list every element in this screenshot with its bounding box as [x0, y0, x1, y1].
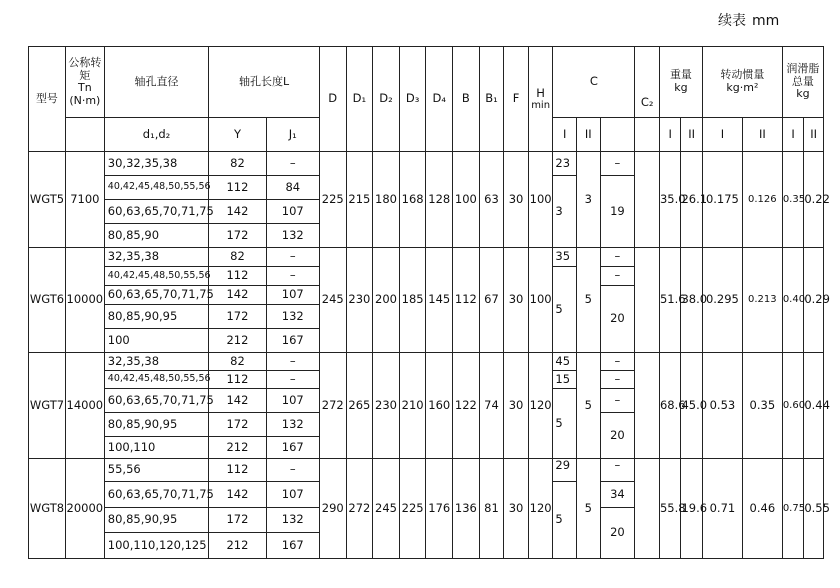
header-row-1: [29, 47, 824, 118]
header-J1: J₁: [266, 118, 319, 152]
bore-diameter-cell: 100: [104, 329, 208, 353]
header-C-II: II: [576, 118, 600, 152]
D-cell: 272: [319, 353, 346, 459]
D4-cell: 160: [426, 353, 453, 459]
table-row: [29, 248, 824, 267]
bore-diameter-cell: 60,63,65,70,71,75: [104, 286, 208, 305]
header-torque-symbol: Tn: [77, 81, 92, 95]
length-J1-cell: 84: [266, 176, 319, 200]
D2-cell: 230: [373, 353, 400, 459]
length-Y-cell: 142: [209, 200, 266, 224]
bore-diameter-cell: 60,63,65,70,71,75: [104, 389, 208, 413]
C-I-cell: 45: [553, 353, 577, 371]
length-J1-cell: 132: [266, 508, 319, 533]
header-F: F: [504, 47, 529, 152]
Hmin-cell: 120: [528, 459, 553, 559]
length-Y-cell: 82: [209, 353, 266, 371]
C-I-cell: 15: [553, 371, 577, 389]
length-Y-cell: 112: [209, 459, 266, 482]
B1-cell: 74: [479, 353, 504, 459]
C2-cell: –: [600, 248, 635, 267]
header-torque: [65, 47, 104, 118]
F-cell: 30: [504, 248, 529, 353]
torque-cell: 7100: [65, 152, 104, 248]
C2-cell: –: [600, 267, 635, 286]
C-gap-cell: [635, 459, 660, 559]
C-II-cell: 5: [576, 353, 600, 459]
caption-unit: mm: [752, 13, 780, 29]
D1-cell: 230: [346, 248, 373, 353]
bore-diameter-cell: 40,42,45,48,50,55,56: [104, 371, 208, 389]
D3-cell: 168: [399, 152, 426, 248]
inertia-II-cell: 0.126: [742, 152, 782, 248]
grease-II-cell: 0.44: [804, 353, 824, 459]
D-cell: 225: [319, 152, 346, 248]
grease-I-cell: 0.35: [782, 152, 804, 248]
table-row: [29, 152, 824, 176]
header-d1d2: d₁,d₂: [104, 118, 208, 152]
weight-I-cell: 55.8: [659, 459, 681, 559]
length-Y-cell: 142: [209, 482, 266, 508]
F-cell: 30: [504, 459, 529, 559]
length-J1-cell: 107: [266, 200, 319, 224]
bore-diameter-cell: 80,85,90,95: [104, 413, 208, 437]
inertia-II-cell: 0.213: [742, 248, 782, 353]
weight-II-cell: 38.0: [681, 248, 703, 353]
bore-diameter-cell: 100,110,120,125: [104, 533, 208, 559]
C-I-cell: 5: [553, 482, 577, 559]
length-Y-cell: 112: [209, 371, 266, 389]
header-D1: D₁: [346, 47, 373, 152]
coupling-spec-table: [28, 46, 830, 559]
D1-cell: 215: [346, 152, 373, 248]
Hmin-cell: 100: [528, 248, 553, 353]
torque-cell: 20000: [65, 459, 104, 559]
header-inertia-I: I: [702, 118, 742, 152]
bore-diameter-cell: 60,63,65,70,71,75: [104, 482, 208, 508]
length-Y-cell: 82: [209, 152, 266, 176]
C2-cell: –: [600, 459, 635, 482]
C2-cell: 19: [600, 176, 635, 248]
length-J1-cell: 132: [266, 224, 319, 248]
length-Y-cell: 172: [209, 224, 266, 248]
caption-label: 续表: [718, 13, 746, 29]
B1-cell: 63: [479, 152, 504, 248]
bore-diameter-cell: 80,85,90,95: [104, 305, 208, 329]
weight-II-cell: 45.0: [681, 353, 703, 459]
grease-I-cell: 0.75: [782, 459, 804, 559]
D3-cell: 225: [399, 459, 426, 559]
header-C-gap: [600, 118, 635, 152]
inertia-II-cell: 0.35: [742, 353, 782, 459]
header-D3: D₃: [399, 47, 426, 152]
length-Y-cell: 112: [209, 176, 266, 200]
D3-cell: 210: [399, 353, 426, 459]
C2-cell: –: [600, 371, 635, 389]
header-weight-unit: kg: [674, 81, 688, 94]
D4-cell: 176: [426, 459, 453, 559]
header-Hmin-min: min: [531, 99, 551, 111]
length-J1-cell: 167: [266, 533, 319, 559]
Hmin-cell: 120: [528, 353, 553, 459]
C-I-cell: 29: [553, 459, 577, 482]
header-inertia-II: II: [742, 118, 782, 152]
C-I-cell: 3: [553, 176, 577, 248]
torque-cell: 14000: [65, 353, 104, 459]
header-B: B: [453, 47, 480, 152]
length-J1-cell: 167: [266, 329, 319, 353]
B-cell: 100: [453, 152, 480, 248]
C-I-cell: 5: [553, 267, 577, 353]
length-Y-cell: 212: [209, 329, 266, 353]
header-B1: B₁: [479, 47, 504, 152]
C-I-cell: 35: [553, 248, 577, 267]
Hmin-cell: 100: [528, 152, 553, 248]
C-I-cell: 23: [553, 152, 577, 176]
B-cell: 136: [453, 459, 480, 559]
length-J1-cell: –: [266, 152, 319, 176]
inertia-I-cell: 0.175: [702, 152, 742, 248]
header-Hmin-h: H: [536, 85, 545, 100]
bore-diameter-cell: 40,42,45,48,50,55,56: [104, 267, 208, 286]
B-cell: 122: [453, 353, 480, 459]
D-cell: 290: [319, 459, 346, 559]
length-Y-cell: 212: [209, 533, 266, 559]
bore-diameter-cell: 40,42,45,48,50,55,56: [104, 176, 208, 200]
header-weight-I: I: [659, 118, 681, 152]
C2-cell: 34: [600, 482, 635, 508]
header-D: D: [319, 47, 346, 152]
C2-cell: 20: [600, 413, 635, 459]
table-row: [29, 353, 824, 371]
header-C-I: I: [553, 118, 577, 152]
grease-II-cell: 0.55: [804, 459, 824, 559]
bore-diameter-cell: 32,35,38: [104, 248, 208, 267]
header-bore-diameter: 轴孔直径: [104, 47, 208, 118]
B1-cell: 67: [479, 248, 504, 353]
D2-cell: 180: [373, 152, 400, 248]
length-Y-cell: 82: [209, 248, 266, 267]
model-cell: WGT8: [29, 459, 66, 559]
torque-cell: 10000: [65, 248, 104, 353]
bore-diameter-cell: 80,85,90: [104, 224, 208, 248]
C-I-cell: 5: [553, 389, 577, 459]
header-grease: [782, 47, 823, 118]
length-Y-cell: 112: [209, 267, 266, 286]
C-gap-cell: [635, 248, 660, 353]
B-cell: 112: [453, 248, 480, 353]
length-Y-cell: 172: [209, 508, 266, 533]
length-Y-cell: 142: [209, 389, 266, 413]
length-J1-cell: 107: [266, 482, 319, 508]
weight-I-cell: 51.6: [659, 248, 681, 353]
header-torque-name: 公称转矩: [68, 56, 102, 82]
D4-cell: 145: [426, 248, 453, 353]
B1-cell: 81: [479, 459, 504, 559]
inertia-II-cell: 0.46: [742, 459, 782, 559]
bore-diameter-cell: 32,35,38: [104, 353, 208, 371]
header-D2: D₂: [373, 47, 400, 152]
length-Y-cell: 172: [209, 413, 266, 437]
inertia-I-cell: 0.71: [702, 459, 742, 559]
weight-I-cell: 68.6: [659, 353, 681, 459]
F-cell: 30: [504, 353, 529, 459]
D2-cell: 200: [373, 248, 400, 353]
grease-II-cell: 0.29: [804, 248, 824, 353]
C2-cell: –: [600, 389, 635, 413]
C2-cell: 20: [600, 508, 635, 559]
C2-cell: –: [600, 353, 635, 371]
header-weight-label: 重量: [669, 68, 692, 82]
C-gap-cell: [635, 353, 660, 459]
header-inertia-unit: kg·m²: [726, 81, 759, 94]
D-cell: 245: [319, 248, 346, 353]
model-cell: WGT5: [29, 152, 66, 248]
bore-diameter-cell: 60,63,65,70,71,75: [104, 200, 208, 224]
header-bore-length: 轴孔长度L: [209, 47, 320, 118]
model-cell: WGT7: [29, 353, 66, 459]
table-caption: [718, 10, 779, 30]
bore-diameter-cell: 100,110: [104, 437, 208, 459]
header-D4: D₄: [426, 47, 453, 152]
header-torque-unit: (N·m): [69, 93, 101, 107]
weight-II-cell: 19.6: [681, 459, 703, 559]
C-II-cell: 5: [576, 459, 600, 559]
bore-diameter-cell: 80,85,90,95: [104, 508, 208, 533]
length-J1-cell: 107: [266, 286, 319, 305]
length-J1-cell: 107: [266, 389, 319, 413]
header-torque-cont: [65, 118, 104, 152]
header-C2: C₂: [635, 47, 660, 118]
grease-I-cell: 0.60: [782, 353, 804, 459]
header-C2-cont: [635, 118, 660, 152]
D1-cell: 265: [346, 353, 373, 459]
F-cell: 30: [504, 152, 529, 248]
header-C: C: [553, 47, 635, 118]
grease-I-cell: 0.40: [782, 248, 804, 353]
length-J1-cell: 167: [266, 437, 319, 459]
C-II-cell: 5: [576, 248, 600, 353]
length-J1-cell: 132: [266, 413, 319, 437]
header-weight: [659, 47, 702, 118]
length-J1-cell: 132: [266, 305, 319, 329]
header-grease-II: II: [804, 118, 824, 152]
length-Y-cell: 142: [209, 286, 266, 305]
C-II-cell: 3: [576, 152, 600, 248]
header-grease-I: I: [782, 118, 804, 152]
C2-cell: –: [600, 152, 635, 176]
weight-I-cell: 35.0: [659, 152, 681, 248]
header-Hmin: [528, 47, 553, 152]
header-grease-unit: kg: [796, 87, 810, 101]
C-gap-cell: [635, 152, 660, 248]
inertia-I-cell: 0.295: [702, 248, 742, 353]
inertia-I-cell: 0.53: [702, 353, 742, 459]
grease-II-cell: 0.22: [804, 152, 824, 248]
header-inertia: [702, 47, 782, 118]
length-J1-cell: –: [266, 371, 319, 389]
D1-cell: 272: [346, 459, 373, 559]
C2-cell: 20: [600, 286, 635, 353]
length-J1-cell: –: [266, 248, 319, 267]
bore-diameter-cell: 30,32,35,38: [104, 152, 208, 176]
length-Y-cell: 212: [209, 437, 266, 459]
model-cell: WGT6: [29, 248, 66, 353]
D4-cell: 128: [426, 152, 453, 248]
bore-diameter-cell: 55,56: [104, 459, 208, 482]
length-J1-cell: –: [266, 353, 319, 371]
D2-cell: 245: [373, 459, 400, 559]
D3-cell: 185: [399, 248, 426, 353]
weight-II-cell: 26.1: [681, 152, 703, 248]
length-J1-cell: –: [266, 459, 319, 482]
header-grease-label: 润滑脂总量: [786, 62, 820, 88]
header-model: 型号: [29, 47, 66, 152]
header-weight-II: II: [681, 118, 703, 152]
header-Y: Y: [209, 118, 266, 152]
table-row: [29, 459, 824, 482]
length-Y-cell: 172: [209, 305, 266, 329]
header-inertia-label: 转动惯量: [720, 68, 765, 82]
length-J1-cell: –: [266, 267, 319, 286]
